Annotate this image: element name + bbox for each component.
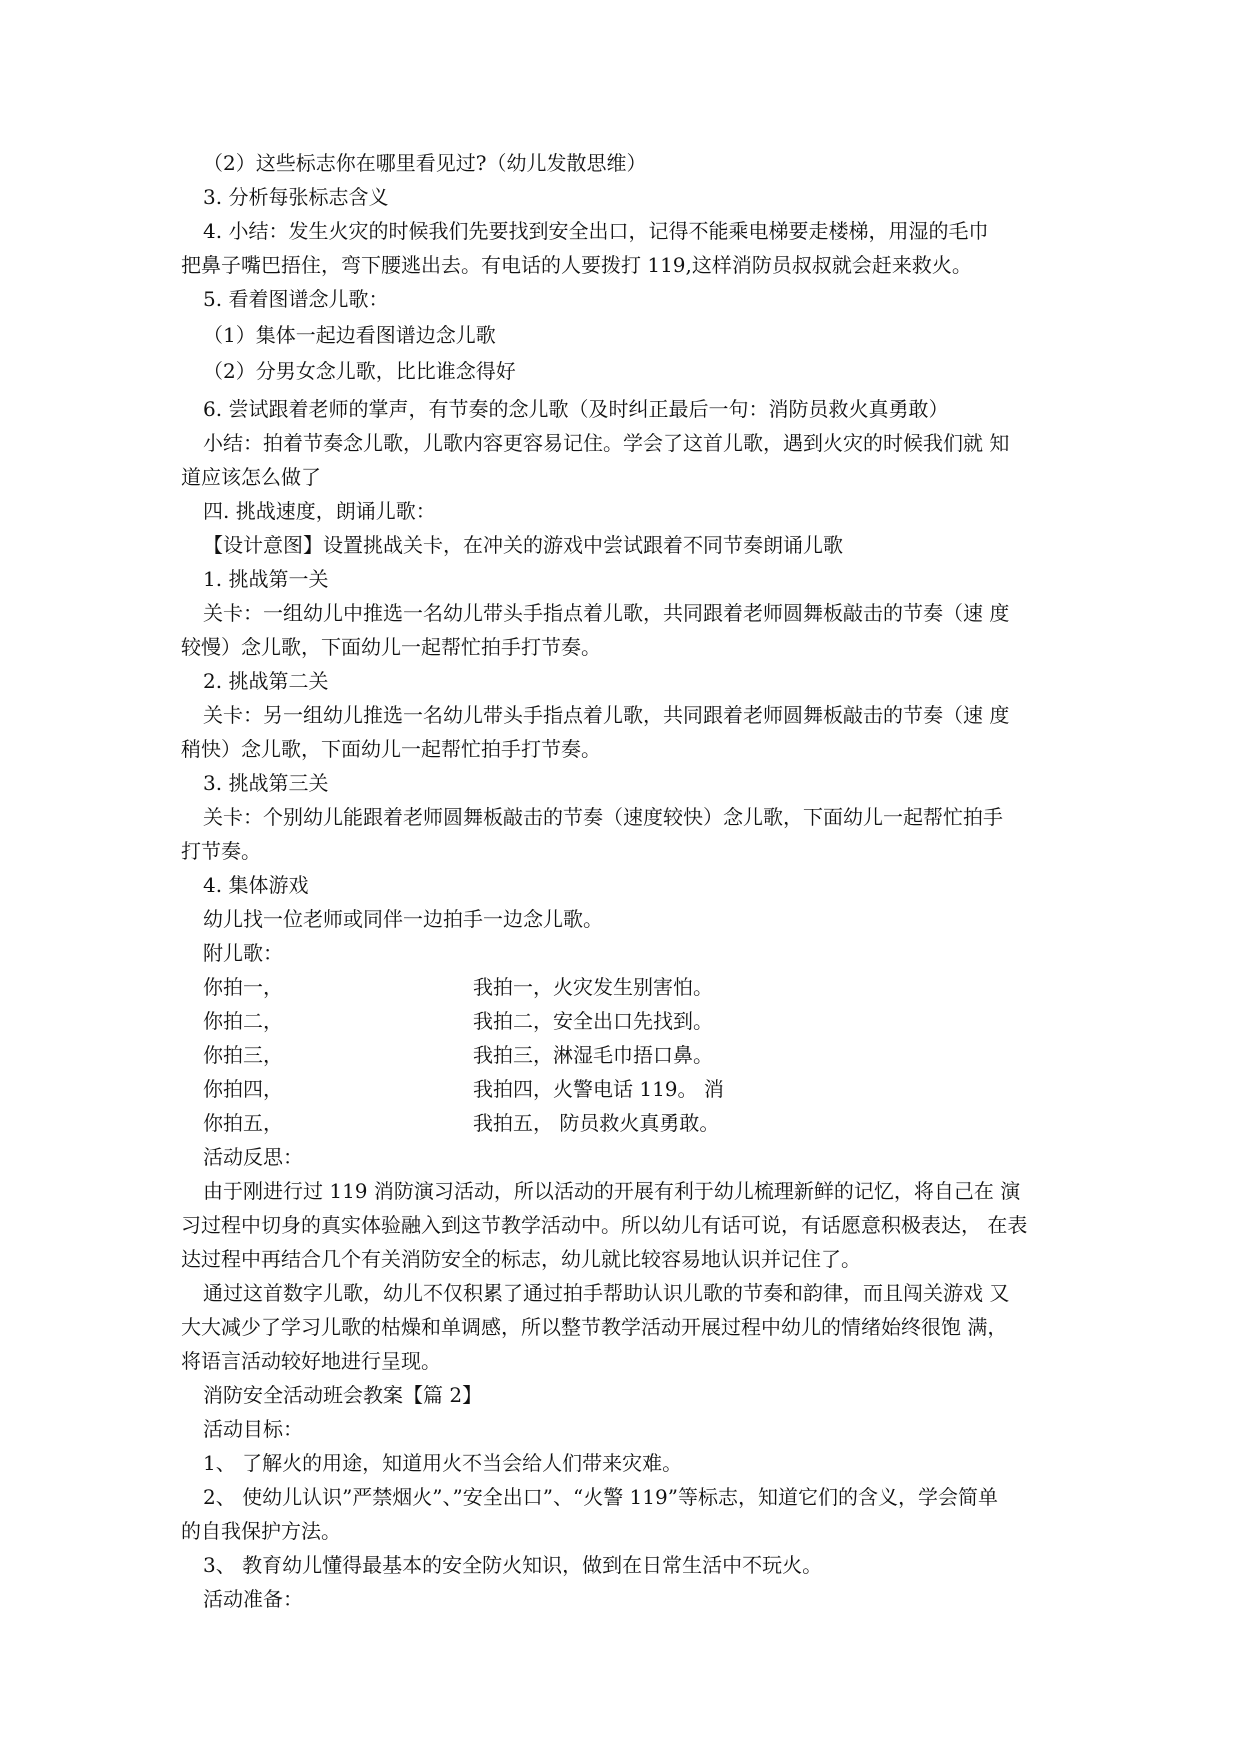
text-line: 稍快）念儿歌，下面幼儿一起帮忙拍手打节奏。 (181, 737, 601, 761)
section-title: 消防安全活动班会教案【篇 2】 (203, 1383, 483, 1407)
text-line: 4. 集体游戏 (203, 873, 309, 897)
text-line: 6. 尝试跟着老师的掌声，有节奏的念儿歌（及时纠正最后一句：消防员救火真勇敢） (203, 397, 949, 421)
poem-left: 你拍四， (203, 1077, 283, 1101)
text-line: 将语言活动较好地进行呈现。 (181, 1349, 441, 1373)
text-line: 达过程中再结合几个有关消防安全的标志，幼儿就比较容易地认识并记住了。 (181, 1247, 861, 1271)
text-line: 习过程中切身的真实体验融入到这节教学活动中。所以幼儿有话可说，有话愿意积极表达， 在表 (181, 1213, 1028, 1237)
text-line: 道应该怎么做了 (181, 465, 321, 489)
poem-left: 你拍一， (203, 975, 283, 999)
text-line: 4. 小结：发生火灾的时候我们先要找到安全出口，记得不能乘电梯要走楼梯，用湿的毛巾 (203, 219, 989, 243)
text-line: （2）分男女念儿歌，比比谁念得好 (203, 359, 516, 383)
text-line: 大大减少了学习儿歌的枯燥和单调感，所以整节教学活动开展过程中幼儿的情绪始终很饱 满， (181, 1315, 1008, 1339)
text-line: 关卡：一组幼儿中推选一名幼儿带头手指点着儿歌，共同跟着老师圆舞板敲击的节奏（速 度 (203, 601, 1010, 625)
section-heading: 四. 挑战速度，朗诵儿歌： (203, 499, 436, 523)
text-line: （1）集体一起边看图谱边念儿歌 (203, 323, 496, 347)
text-line: 把鼻子嘴巴捂住，弯下腰逃出去。有电话的人要拨打 119,这样消防员叔叔就会赶来救火。 (181, 253, 972, 277)
text-line: 【设计意图】设置挑战关卡，在冲关的游戏中尝试跟着不同节奏朗诵儿歌 (203, 533, 843, 557)
text-line: 2. 挑战第二关 (203, 669, 329, 693)
text-line: 3、 教育幼儿懂得最基本的安全防火知识，做到在日常生活中不玩火。 (203, 1553, 823, 1577)
text-line: 附儿歌： (203, 941, 283, 965)
text-line: 2、 使幼儿认识”严禁烟火”、”安全出口”、“火警 119”等标志，知道它们的含义，学会简单 (203, 1485, 998, 1509)
text-line: 1、 了解火的用途，知道用火不当会给人们带来灾难。 (203, 1451, 683, 1475)
poem-right: 我拍三，淋湿毛巾捂口鼻。 (473, 1043, 713, 1067)
text-line: 活动反思： (203, 1145, 303, 1169)
text-line: 小结：拍着节奏念儿歌，儿歌内容更容易记住。学会了这首儿歌，遇到火灾的时候我们就 知 (203, 431, 1010, 455)
text-line: 5. 看着图谱念儿歌： (203, 287, 389, 311)
poem-right: 我拍四，火警电话 119。 消 (473, 1077, 724, 1101)
text-line: 活动目标： (203, 1417, 303, 1441)
poem-right: 我拍二，安全出口先找到。 (473, 1009, 713, 1033)
poem-left: 你拍五， (203, 1111, 283, 1135)
poem-right: 我拍一，火灾发生别害怕。 (473, 975, 713, 999)
text-line: 幼儿找一位老师或同伴一边拍手一边念儿歌。 (203, 907, 603, 931)
text-line: 1. 挑战第一关 (203, 567, 329, 591)
text-line: （2）这些标志你在哪里看见过?（幼儿发散思维） (203, 151, 647, 175)
text-line: 关卡：另一组幼儿推选一名幼儿带头手指点着儿歌，共同跟着老师圆舞板敲击的节奏（速 度 (203, 703, 1010, 727)
text-line: 3. 分析每张标志含义 (203, 185, 389, 209)
poem-right: 我拍五， 防员救火真勇敢。 (473, 1111, 720, 1135)
text-line: 由于刚进行过 119 消防演习活动，所以活动的开展有利于幼儿梳理新鲜的记忆，将自己在 演 (203, 1179, 1021, 1203)
text-line: 通过这首数字儿歌，幼儿不仅积累了通过拍手帮助认识儿歌的节奏和韵律，而且闯关游戏 又 (203, 1281, 1010, 1305)
text-line: 的自我保护方法。 (181, 1519, 341, 1543)
text-line: 较慢）念儿歌，下面幼儿一起帮忙拍手打节奏。 (181, 635, 601, 659)
text-line: 关卡：个别幼儿能跟着老师圆舞板敲击的节奏（速度较快）念儿歌，下面幼儿一起帮忙拍手 (203, 805, 1003, 829)
poem-left: 你拍二， (203, 1009, 283, 1033)
text-line: 3. 挑战第三关 (203, 771, 329, 795)
text-line: 活动准备： (203, 1587, 303, 1611)
poem-left: 你拍三， (203, 1043, 283, 1067)
text-line: 打节奏。 (181, 839, 261, 863)
